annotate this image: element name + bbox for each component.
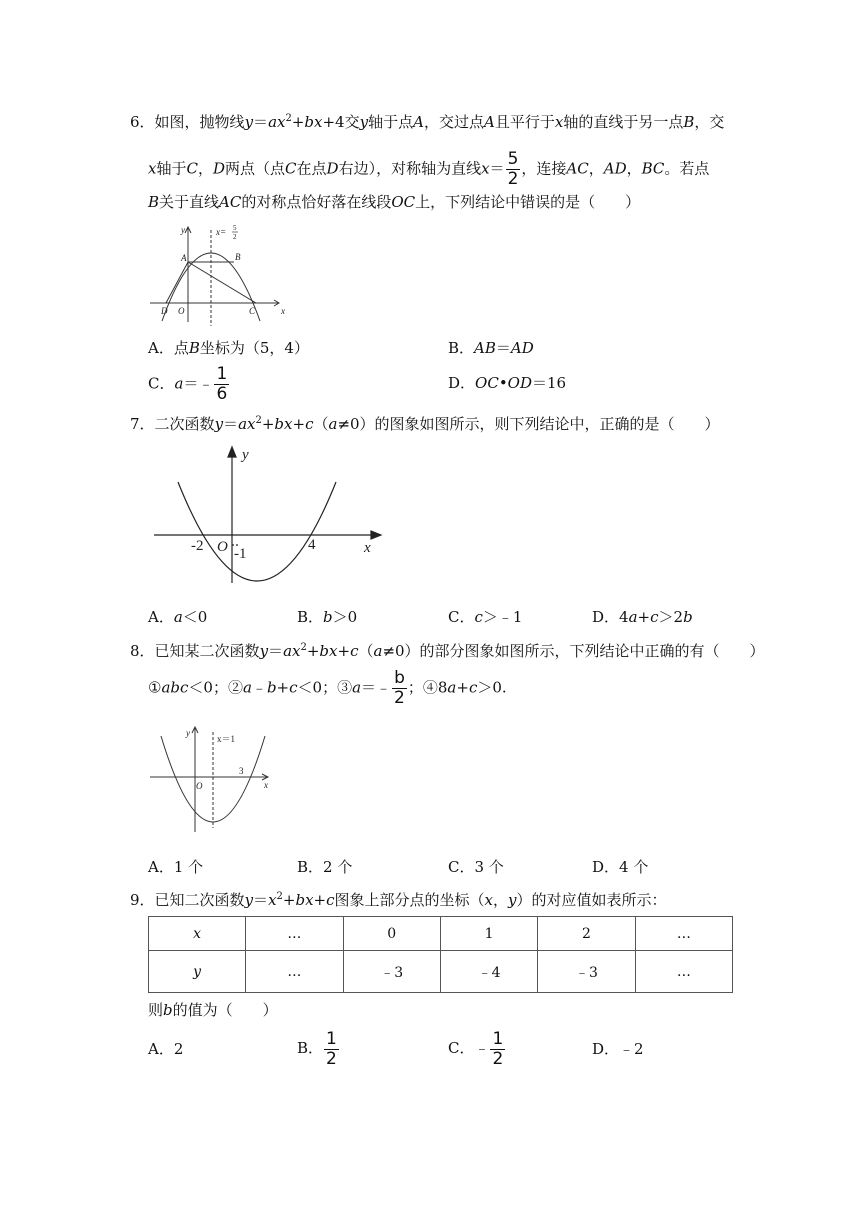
table-cell: x [149, 917, 246, 951]
q7-fig-x-label: x [364, 540, 371, 556]
q6-option-b: B．AB＝AD [448, 339, 534, 357]
table-cell: 2 [538, 917, 635, 951]
table-cell: ﹣3 [343, 951, 440, 993]
q6-fig-axis-num: 5 [233, 224, 237, 232]
q9-option-c: C．﹣ $\frac{1}{2}$ [448, 1028, 504, 1069]
q6-line-2: x轴于C，D两点（点C在点D右边），对称轴为直线x＝ $\frac{5}{2}$ ，连接AC，AD，BC。若点 [148, 149, 710, 189]
q8-option-d: D．4 个 [592, 858, 649, 876]
q6-line-1: 6．如图，抛物线$y=ax^2+bx+4$交y轴于点A，交过点A且平行于x轴的直线于另一点B，交 [130, 113, 725, 131]
q6-option-c-fraction: $\frac{1}{6}$ [216, 364, 228, 404]
q9-option-b: B． $\frac{1}{2}$ [297, 1028, 337, 1069]
q9-value-table [148, 916, 733, 993]
q9-option-a: A．2 [148, 1040, 184, 1058]
q8-option-a: A．1 个 [148, 858, 204, 876]
q6-fig-point-c: C [249, 306, 256, 316]
q8-figure [148, 724, 272, 836]
q8-fig-three: 3 [239, 766, 244, 776]
q6-fig-axis-label: x= [216, 227, 227, 237]
q9-stem: 9．已知二次函数$y=x^2+bx+c$图象上部分点的坐标（x，y）的对应值如表所示： [130, 891, 667, 909]
table-cell: ﹣3 [538, 951, 635, 993]
q6-fig-point-b: B [235, 252, 241, 262]
table-cell: ﹣4 [440, 951, 537, 993]
q8-statement3-fraction: $\frac{b}{2}$ [394, 668, 405, 708]
q8-statements: ①abc＜0；②a﹣b+c＜0；③a＝﹣ $\frac{b}{2}$ ；④8a+c＞0. [148, 668, 507, 708]
q6-fig-point-d: D [161, 306, 168, 316]
q6-fig-origin: O [178, 306, 185, 316]
table-cell: 0 [343, 917, 440, 951]
q6-option-a: A．点B坐标为（5，4） [148, 339, 309, 357]
q6-fig-x-label: x [281, 306, 285, 316]
q7-option-b: B．b＞0 [297, 608, 358, 626]
q6-fig-y-label: y [181, 225, 185, 235]
q7-fig-neg1: -1 [234, 546, 247, 562]
table-cell: 1 [440, 917, 537, 951]
q6-option-c: C．a＝﹣ $\frac{1}{6}$ [148, 364, 228, 404]
q9-option-c-fraction: $\frac{1}{2}$ [492, 1028, 504, 1069]
q8-option-b: B．2 个 [297, 858, 353, 876]
table-row [149, 951, 733, 993]
q6-axis-fraction: $\frac{5}{2}$ [507, 149, 519, 189]
q7-option-a: A．a＜0 [148, 608, 208, 626]
q8-fig-x-label: x [264, 780, 268, 790]
q6-figure [148, 222, 288, 326]
q7-fig-origin: O [217, 539, 228, 555]
q7-fig-four: 4 [308, 537, 316, 553]
q7-option-d: D．4a+c＞2b [592, 608, 693, 626]
q8-option-c: C．3 个 [448, 858, 504, 876]
table-cell: … [635, 951, 732, 993]
q6-option-d: D．OC•OD＝16 [448, 374, 567, 392]
q7-figure [150, 444, 386, 586]
table-cell: … [635, 917, 732, 951]
q8-stem: 8．已知某二次函数$y=ax^2+bx+c(a\ne 0)$的部分图象如图所示，下列结论中正确的有（ ） [130, 642, 765, 660]
table-cell: … [246, 917, 343, 951]
table-cell: … [246, 951, 343, 993]
q6-fig-point-a: A [181, 253, 187, 263]
q9-option-d: D．﹣2 [592, 1040, 644, 1058]
q9-question: 则b的值为（ ） [148, 1001, 278, 1019]
q7-stem: 7．二次函数$y=ax^2+bx+c(a\ne 0)$的图象如图所示，则下列结论中，正确的是（ ） [130, 415, 720, 433]
q8-fig-origin: O [196, 781, 203, 791]
q6-line-3: B关于直线AC的对称点恰好落在线段OC上，下列结论中错误的是（ ） [148, 193, 641, 211]
table-cell: y [149, 951, 246, 993]
q7-fig-neg2: -2 [191, 538, 204, 554]
table-row [149, 917, 733, 951]
q7-option-c: C．c＞﹣1 [448, 608, 523, 626]
q7-fig-y-label: y [242, 447, 249, 463]
q9-option-b-fraction: $\frac{1}{2}$ [326, 1028, 337, 1069]
q8-fig-y-label: y [186, 728, 190, 738]
q6-fig-axis-den: 2 [233, 233, 237, 241]
q8-fig-axis-label: x＝1 [217, 734, 236, 744]
